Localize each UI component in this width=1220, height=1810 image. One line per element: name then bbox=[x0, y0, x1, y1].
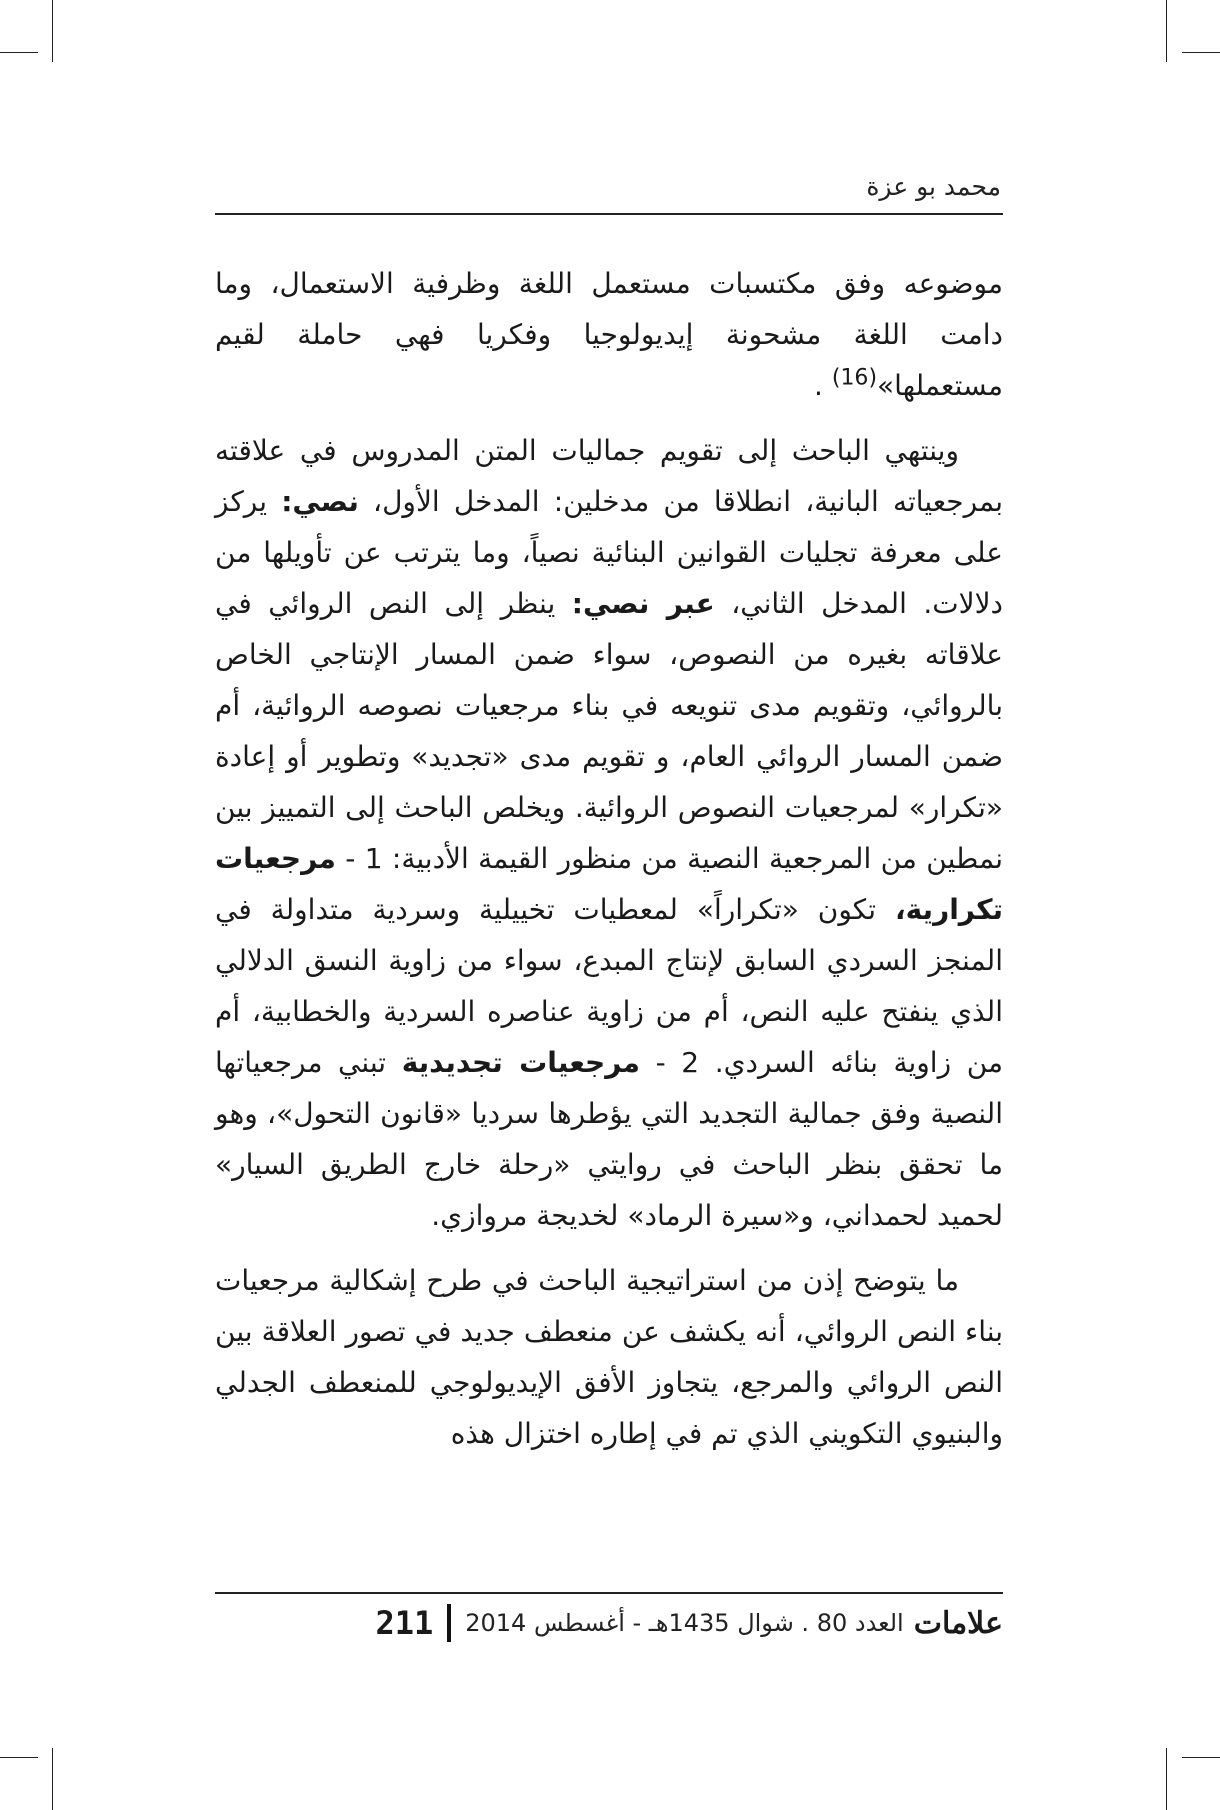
bold-term: عبر نصي: bbox=[571, 587, 715, 620]
crop-mark bbox=[0, 1757, 38, 1758]
paragraph-text: ما يتوضح إذن من استراتيجية الباحث في طرح إشكالية مرجعيات بناء النص الروائي، أنه يكشف عن منعطف جديد في تصور العلاقة بين النص الروائي والمرجع، يتجاوز الأفق الإيديولوجي للمنعطف الجدلي والبنيوي التكويني الذي تم في إطاره اختزال هذه bbox=[215, 1264, 1003, 1450]
journal-logo: علامات bbox=[913, 1605, 1003, 1641]
header-divider bbox=[215, 213, 1003, 215]
footnote-reference: (16) bbox=[831, 365, 878, 391]
paragraph-3 bbox=[215, 1255, 1003, 1459]
footer-divider bbox=[215, 1592, 1003, 1594]
footer-separator bbox=[447, 1604, 451, 1642]
paragraph-text: وينتهي الباحث إلى تقويم جماليات المتن المدروس في علاقته بمرجعياته البانية، انطلاقا من مدخلين: المدخل الأول، bbox=[215, 434, 1004, 518]
paragraph-text: تبني مرجعياتها النصية وفق جمالية التجديد التي يؤطرها سرديا «قانون التحول»، وهو ما تحقق بنظر الباحث في روايتي «رحلة خارج الطريق السيار» لحميد لحمداني، و«سيرة الرماد» لخديجة مروازي. bbox=[215, 1046, 1003, 1232]
bold-term: نصي: bbox=[281, 485, 359, 518]
crop-mark bbox=[1182, 52, 1220, 53]
paragraph-2 bbox=[215, 425, 1003, 1241]
paragraph-text: تكون «تكراراً» لمعطيات تخييلية وسردية متداولة في المنجز السردي السابق لإنتاج المبدع، سواء من زاوية النسق الدلالي الذي ينفتح عليه النص، أم من زاوية عناصره السردية والخطابية، أم من زاوية بنائه السردي. 2 - bbox=[215, 893, 1004, 1079]
crop-mark bbox=[1166, 0, 1167, 62]
crop-mark bbox=[1166, 1748, 1167, 1810]
article-body bbox=[215, 258, 1003, 1473]
crop-mark bbox=[0, 52, 38, 53]
bold-term: مرجعيات تكرارية، bbox=[215, 842, 1003, 926]
bold-term: مرجعيات تجديدية bbox=[401, 1046, 640, 1079]
paragraph-1 bbox=[215, 258, 1003, 411]
page-footer bbox=[215, 1598, 1003, 1648]
crop-mark bbox=[52, 1748, 53, 1810]
paragraph-text: ينظر إلى النص الروائي في علاقاته بغيره من النصوص، سواء ضمن المسار الإنتاجي الخاص بالروائي، وتقويم مدى تنويعه في بناء مرجعيات نصوصه الروائية، أم ضمن المسار الروائي العام، و تقويم مدى «تجديد» وتطوير أو إعادة «تكرار» لمرجعيات النصوص الروائية. ويخلص الباحث إلى التمييز بين نمطين من المرجعية النصية من منظور القيمة الأدبية: 1 - bbox=[215, 587, 1003, 875]
running-header-author: محمد بو عزة bbox=[866, 172, 1001, 201]
paragraph-tail: . bbox=[814, 369, 823, 402]
issue-info: العدد 80 . شوال 1435هـ - أغسطس 2014 bbox=[465, 1609, 904, 1637]
crop-mark bbox=[52, 0, 53, 62]
paragraph-text: موضوعه وفق مكتسبات مستعمل اللغة وظرفية الاستعمال، وما دامت اللغة مشحونة إيديولوجيا وفكريا فهي حاملة لقيم مستعملها» bbox=[215, 267, 1003, 402]
crop-mark bbox=[1182, 1757, 1220, 1758]
paragraph-text: يركز على معرفة تجليات القوانين البنائية نصياً، وما يترتب عن تأويلها من دلالات. المدخل الثاني، bbox=[215, 485, 1004, 620]
page-number: 211 bbox=[375, 1604, 434, 1642]
